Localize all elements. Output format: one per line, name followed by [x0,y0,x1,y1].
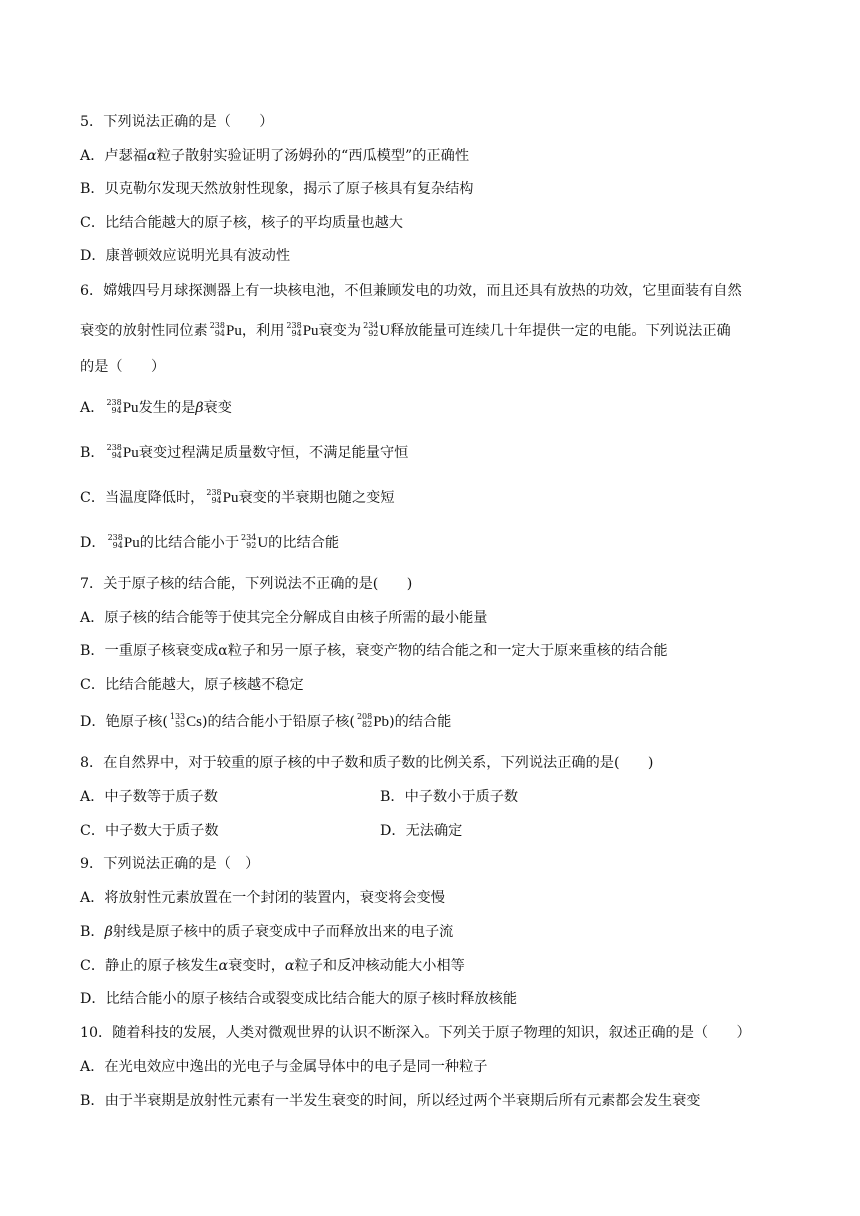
q7-option-a: A．原子核的结合能等于使其完全分解成自由核子所需的最小能量 [80,610,488,626]
q9-option-a: A．将放射性元素放置在一个封闭的装置内，衰变将会变慢 [80,890,445,906]
nuclide-pu: 238 94 Pu [106,398,139,416]
q8-option-b: B．中子数小于质子数 [380,789,519,805]
q6-stem-line1: 6．嫦娥四号月球探测器上有一块核电池，不但兼顾发电的功效，而且还具有放热的功效，它里面装有自然 [80,283,742,299]
q5-option-a: A．卢瑟福α粒子散射实验证明了汤姆孙的“西瓜模型”的正确性 [80,148,470,164]
q8-option-d: D．无法确定 [380,823,463,839]
q8-options-row1 [80,787,519,807]
q7-option-c: C．比结合能越大，原子核越不稳定 [80,677,304,693]
q5-option-c: C．比结合能越大的原子核，核子的平均质量也越大 [80,215,403,231]
q6-option-d: D． 238 94 Pu的比结合能小于 234 92 U的比结合能 [80,533,340,551]
q6-stem-line2: 衰变的放射性同位素 238 94 Pu，利用 238 94 Pu衰变为 234 92 U释放能量可连续几十年提供一定的电能。下列说法正确 [80,321,731,339]
q8-option-c: C．中子数大于质子数 [80,823,219,839]
q10-option-b: B．由于半衰期是放射性元素有一半发生衰变的时间，所以经过两个半衰期后所有元素都会发生衰变 [80,1093,701,1109]
q6-option-a: A． 238 94 Pu发生的是β衰变 [80,398,232,416]
q5-option-b: B．贝克勒尔发现天然放射性现象，揭示了原子核具有复杂结构 [80,181,474,197]
q7-stem: 7．关于原子核的结合能，下列说法不正确的是( ) [80,576,413,592]
q9-option-d: D．比结合能小的原子核结合或裂变成比结合能大的原子核时释放核能 [80,991,518,1007]
nuclide-pb: 208 82 Pb [356,712,390,730]
q5-stem: 5．下列说法正确的是（ ） [80,114,274,130]
nuclide-pu: 238 94 Pu [209,321,242,339]
q10-stem: 10．随着科技的发展，人类对微观世界的认识不断深入。下列关于原子物理的知识，叙述正确的是（ ） [80,1025,751,1041]
q7-option-d: D．铯原子核( 133 55 Cs)的结合能小于铅原子核( 208 82 Pb)的结合能 [80,712,452,730]
nuclide-cs: 133 55 Cs [169,712,202,730]
q8-option-a: A．中子数等于质子数 [80,789,218,805]
q9-option-b: B．β射线是原子核中的质子衰变成中子而释放出来的电子流 [80,924,454,940]
nuclide-u: 234 92 U [363,321,391,339]
q6-stem-line3: 的是（ ） [80,359,166,375]
q8-stem: 8．在自然界中，对于较重的原子核的中子数和质子数的比例关系，下列说法正确的是( ) [80,755,654,771]
q9-stem: 9．下列说法正确的是（ ） [80,856,260,872]
nuclide-pu: 238 94 Pu [206,488,239,506]
q7-option-b: B．一重原子核衰变成α粒子和另一原子核，衰变产物的结合能之和一定大于原来重核的结合能 [80,643,668,659]
nuclide-pu: 238 94 Pu [106,443,139,461]
nuclide-pu: 238 94 Pu [107,533,140,551]
q10-option-a: A．在光电效应中逸出的光电子与金属导体中的电子是同一种粒子 [80,1059,488,1075]
q9-option-c: C．静止的原子核发生α衰变时，α粒子和反冲核动能大小相等 [80,958,465,974]
q6-option-b: B． 238 94 Pu衰变过程满足质量数守恒，不满足能量守恒 [80,443,409,461]
q5-option-d: D．康普顿效应说明光具有波动性 [80,248,291,264]
q6-option-c: C．当温度降低时， 238 94 Pu衰变的半衰期也随之变短 [80,488,395,506]
nuclide-pu: 238 94 Pu [286,321,319,339]
q8-options-row2 [80,821,463,841]
nuclide-u: 234 92 U [241,533,269,551]
